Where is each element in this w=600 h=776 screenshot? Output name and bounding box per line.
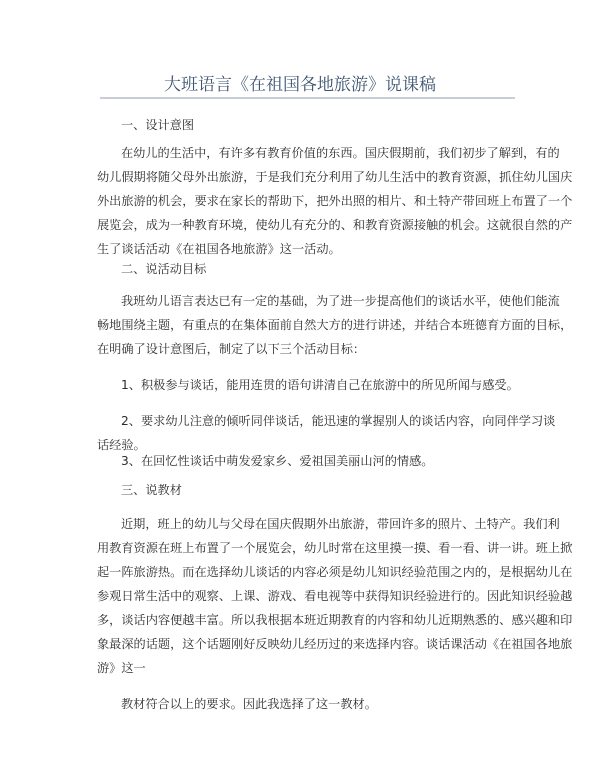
text-line: 话经验。	[97, 438, 146, 452]
text-line: 在幼儿的生活中，有许多有教育价值的东西。国庆假期前，我们初步了解到，有的	[121, 146, 560, 160]
paragraph-design-intent	[97, 141, 573, 261]
text-line: 多，谈话内容便越丰富。所以我根据本班近期教育的内容和幼儿近期熟悉的、感兴趣和印	[97, 613, 573, 627]
text-line: 外出旅游的机会，要求在家长的帮助下，把外出照的相片、和土特产带回班上布置了一个	[97, 194, 573, 208]
title-divider	[100, 97, 515, 99]
text-line: 参观日常生活中的观察、上课、游戏、看电视等中获得知识经验进行的。因此知识经验越	[97, 589, 573, 603]
text-line: 教材符合以上的要求。因此我选择了这一教材。	[121, 697, 377, 711]
goal-item-1	[97, 373, 519, 397]
text-line: 用教育资源在班上布置了一个展览会，幼儿时常在这里摸一摸、看一看、讲一讲。班上掀	[97, 541, 573, 555]
text-line: 我班幼儿语言表达已有一定的基础，为了进一步提高他们的谈话水平，使他们能流	[121, 294, 560, 308]
text-line: 3、在回忆性谈话中萌发爱家乡、爱祖国美丽山河的情感。	[121, 454, 434, 468]
text-line: 生了谈话活动《在祖国各地旅游》这一活动。	[97, 242, 341, 256]
paragraph-conclusion	[97, 692, 515, 716]
text-line: 象最深的话题，这个话题刚好反映幼儿经历过的来选择内容。谈话课活动《在祖国各地旅	[97, 637, 573, 651]
text-line: 幼儿假期将随父母外出旅游，于是我们充分利用了幼儿生活中的教育资源，抓住幼儿国庆	[97, 170, 573, 184]
paragraph-materials	[97, 512, 573, 680]
text-line: 展览会，成为一种教育环境，使幼儿有充分的、和教育资源接触的机会。这就很自然的产	[97, 218, 573, 232]
text-line: 1、积极参与谈话，能用连贯的语句讲清自己在旅游中的所见所闻与感受。	[121, 378, 519, 392]
document-title: 大班语言《在祖国各地旅游》说课稿	[164, 75, 436, 95]
paragraph-goals	[97, 289, 573, 361]
section-heading-goals: 二、说活动目标	[121, 262, 207, 276]
text-line: 2、要求幼儿注意的倾听同伴谈话，能迅速的掌握别人的谈话内容，向同伴学习谈	[121, 414, 556, 428]
goal-item-3	[97, 449, 515, 473]
text-line: 在明确了设计意图后，制定了以下三个活动目标：	[97, 342, 366, 356]
text-line: 起一阵旅游热。而在选择幼儿谈话的内容必须是幼儿知识经验范围之内的，是根据幼儿在	[97, 565, 573, 579]
section-heading-design-intent: 一、设计意图	[121, 118, 195, 132]
text-line: 游》这一	[97, 661, 146, 675]
text-line: 近期，班上的幼儿与父母在国庆假期外出旅游，带回许多的照片、土特产。我们利	[121, 517, 560, 531]
text-line: 畅地围绕主题，有重点的在集体面前自然大方的进行讲述，并结合本班德育方面的目标，	[97, 318, 573, 332]
section-heading-materials: 三、说教材	[121, 483, 182, 497]
